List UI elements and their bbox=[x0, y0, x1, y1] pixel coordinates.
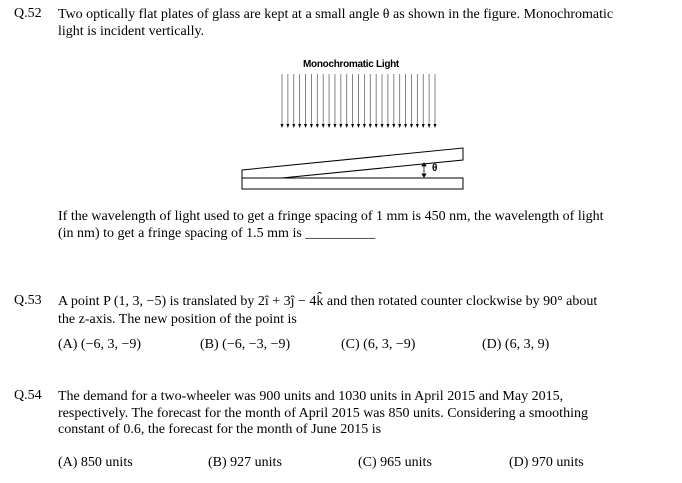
answer-blank: __________ bbox=[305, 226, 376, 241]
question-text-line: Two optically flat plates of glass are kept at a small angle θ as shown in the figure. Monochromatic bbox=[58, 7, 614, 22]
ray-arrowhead bbox=[386, 124, 389, 128]
ray-arrowhead bbox=[292, 124, 295, 128]
ray-arrowhead bbox=[416, 124, 419, 128]
theta-label: θ bbox=[432, 163, 438, 174]
ray-arrowhead bbox=[410, 124, 413, 128]
ray-arrowhead bbox=[381, 124, 384, 128]
ray-arrowhead bbox=[434, 124, 437, 128]
ray-arrowhead bbox=[422, 124, 425, 128]
option-c: (C) 965 units bbox=[358, 455, 432, 470]
option-b: (B) (−6, −3, −9) bbox=[200, 337, 291, 352]
option-d: (D) 970 units bbox=[509, 455, 584, 470]
light-rays bbox=[281, 74, 437, 128]
angle-arrow bbox=[422, 163, 426, 177]
question-text-line: light is incident vertically. bbox=[58, 24, 205, 39]
ray-arrowhead bbox=[328, 124, 331, 128]
question-text-line: the z-axis. The new position of the point is bbox=[58, 312, 297, 327]
question-text-line: If the wavelength of light used to get a fringe spacing of 1 mm is 450 nm, the wavelength of light bbox=[58, 209, 604, 224]
ray-arrowhead bbox=[345, 124, 348, 128]
ray-arrowhead bbox=[369, 124, 372, 128]
question-number: Q.54 bbox=[14, 388, 42, 403]
ray-arrowhead bbox=[428, 124, 431, 128]
ray-arrowhead bbox=[310, 124, 313, 128]
option-d: (D) (6, 3, 9) bbox=[482, 337, 550, 352]
thin-film-figure bbox=[0, 0, 682, 200]
ray-arrowhead bbox=[351, 124, 354, 128]
ray-arrowhead bbox=[392, 124, 395, 128]
question-text-line bbox=[58, 225, 375, 242]
question-text-line: respectively. The forecast for the month of April 2015 was 850 units. Considering a smoothing bbox=[58, 406, 588, 421]
ray-arrowhead bbox=[281, 124, 284, 128]
lower-glass-plate bbox=[242, 178, 463, 189]
ray-arrowhead bbox=[322, 124, 325, 128]
option-a: (A) (−6, 3, −9) bbox=[58, 337, 142, 352]
ray-arrowhead bbox=[357, 124, 360, 128]
ray-arrowhead bbox=[304, 124, 307, 128]
ray-arrowhead bbox=[298, 124, 301, 128]
ray-arrowhead bbox=[404, 124, 407, 128]
option-b: (B) 927 units bbox=[208, 455, 282, 470]
ray-arrowhead bbox=[363, 124, 366, 128]
option-a: (A) 850 units bbox=[58, 455, 133, 470]
figure-label: Monochromatic Light bbox=[303, 59, 399, 70]
question-text: (in nm) to get a fringe spacing of 1.5 mm is bbox=[58, 226, 302, 241]
upper-glass-plate bbox=[242, 148, 463, 182]
ray-arrowhead bbox=[375, 124, 378, 128]
question-number: Q.52 bbox=[14, 6, 42, 21]
ray-arrowhead bbox=[316, 124, 319, 128]
ray-arrowhead bbox=[339, 124, 342, 128]
option-c: (C) (6, 3, −9) bbox=[341, 337, 416, 352]
ray-arrowhead bbox=[398, 124, 401, 128]
ray-arrowhead bbox=[286, 124, 289, 128]
ray-arrowhead bbox=[333, 124, 336, 128]
question-text-line: A point P (1, 3, −5) is translated by 2î + 3ĵ − 4k̂ and then rotated counter clockwise by 90° about bbox=[58, 294, 598, 309]
question-text-line: The demand for a two-wheeler was 900 units and 1030 units in April 2015 and May 2015, bbox=[58, 389, 564, 404]
question-text-line: constant of 0.6, the forecast for the month of June 2015 is bbox=[58, 422, 382, 437]
question-number: Q.53 bbox=[14, 293, 42, 308]
